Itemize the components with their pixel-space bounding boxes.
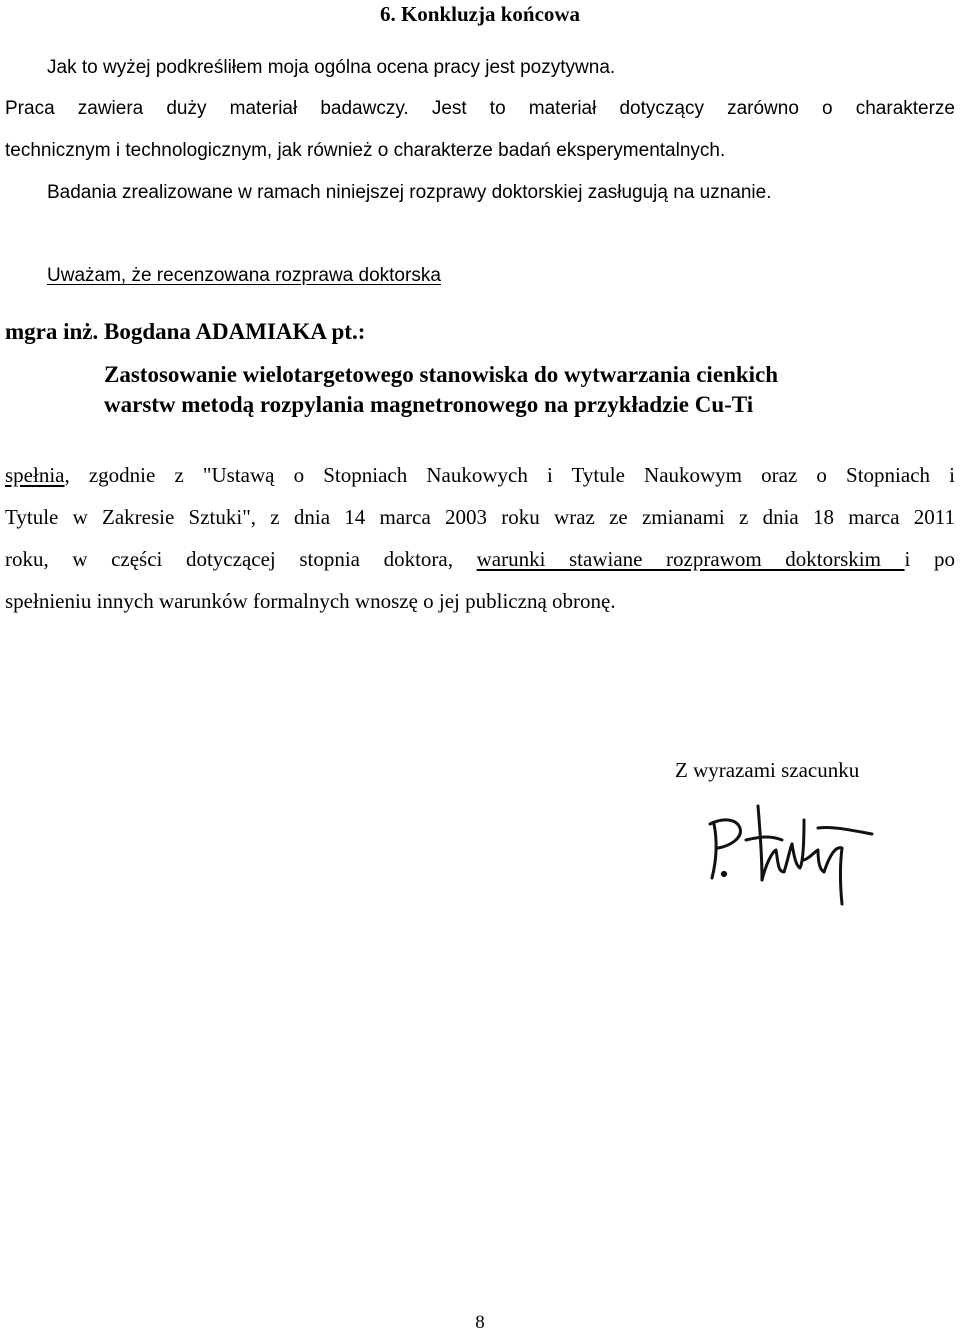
- conclusion-line3-end: i po: [904, 547, 955, 571]
- section-heading: 6. Konkluzja końcowa: [379, 2, 581, 26]
- conclusion-line1-rest: , zgodnie z "Ustawą o Stopniach Naukowych i Tytule Naukowym oraz o Stopniach i: [64, 463, 955, 487]
- thesis-title-line1: Zastosowanie wielotargetowego stanowiska do wytwarzania cienkich: [104, 362, 778, 387]
- thesis-title-line2: warstw metodą rozpylania magnetronowego na przykładzie Cu-Ti: [104, 392, 754, 417]
- conclusion-line4: spełnieniu innych warunków formalnych wnoszę o jej publiczną obronę.: [5, 589, 616, 613]
- paragraph1-line2: Praca zawiera duży materiał badawczy. Jest to materiał dotyczący zarówno o charakterze: [5, 98, 955, 119]
- closing-salutation: Z wyrazami szacunku: [675, 758, 860, 782]
- conclusion-line3-start: roku, w części dotyczącej stopnia doktora,: [5, 547, 477, 571]
- conclusion-line1: [5, 461, 955, 489]
- conclusion-line2: Tytule w Zakresie Sztuki", z dnia 14 marca 2003 roku wraz ze zmianami z dnia 18 marca 2011: [5, 505, 955, 529]
- paragraph1-line4: Badania zrealizowane w ramach niniejszej rozprawy doktorskiej zasługują na uznanie.: [47, 182, 772, 203]
- author-line: mgra inż. Bogdana ADAMIAKA pt.:: [5, 319, 366, 344]
- paragraph1-line1: Jak to wyżej podkreśliłem moja ogólna ocena pracy jest pozytywna.: [47, 57, 616, 78]
- fulfils-word: spełnia: [5, 463, 65, 487]
- paragraph1-line3: technicznym i technologicznym, jak również o charakterze badań eksperymentalnych.: [5, 140, 726, 161]
- page-number: 8: [475, 1312, 485, 1333]
- handwritten-signature: [700, 800, 880, 910]
- opinion-intro: Uważam, że recenzowana rozprawa doktorska: [47, 265, 441, 286]
- conclusion-line3-underlined: warunki stawiane rozprawom doktorskim: [476, 547, 905, 571]
- conclusion-line3: [5, 545, 955, 573]
